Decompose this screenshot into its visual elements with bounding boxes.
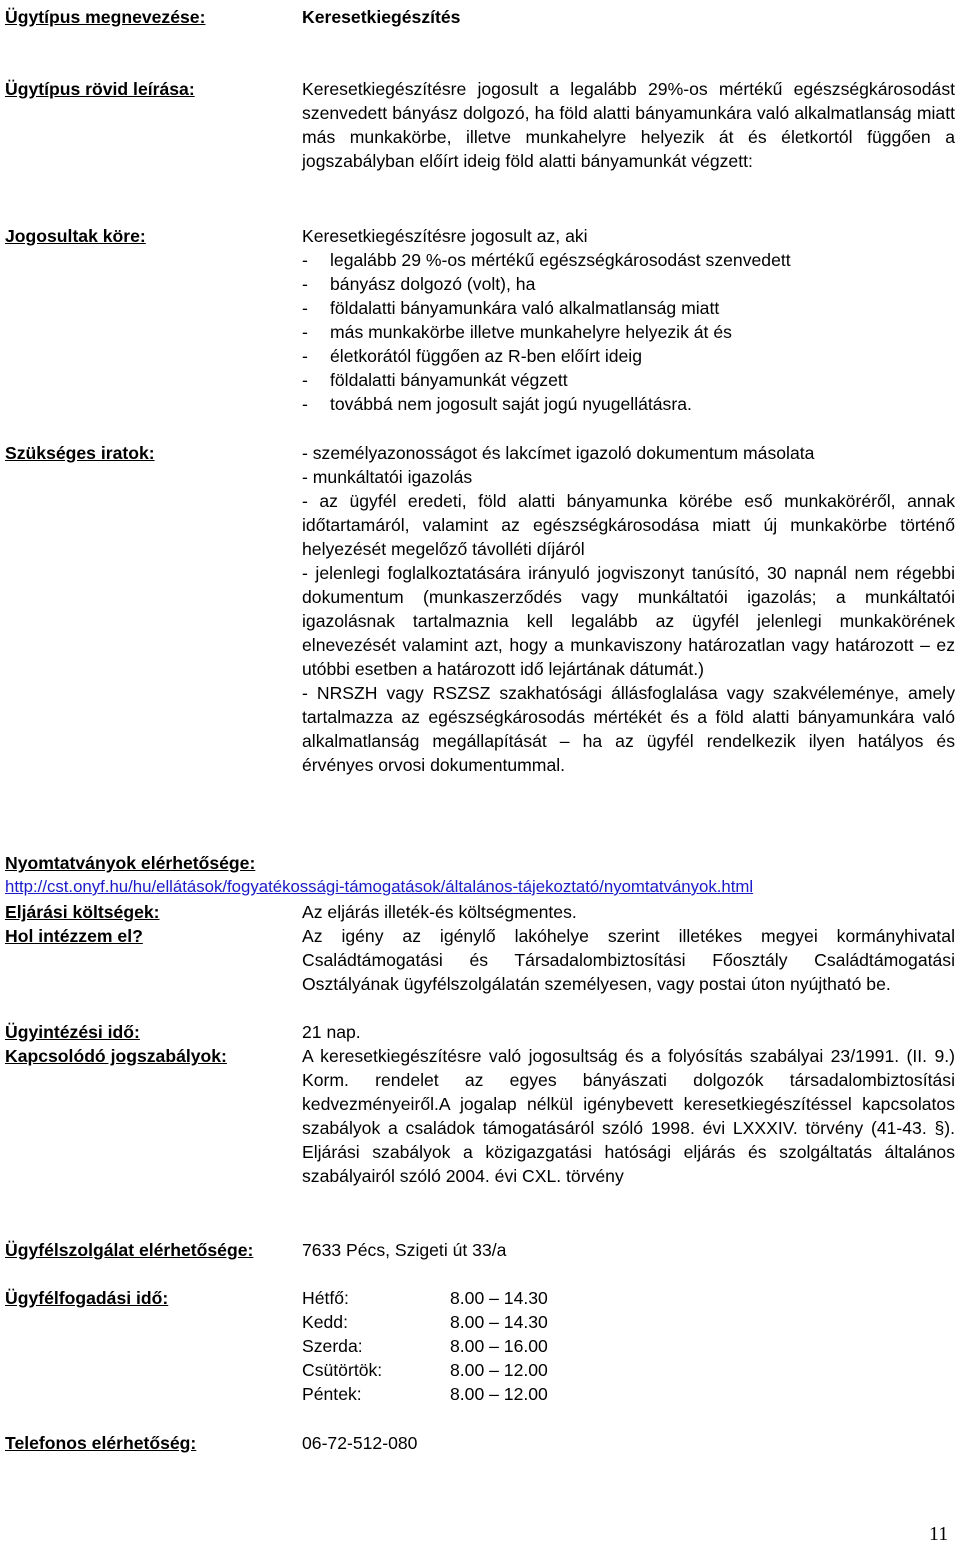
table-row [302, 1286, 548, 1310]
where-text: Az igény az igénylő lakóhelye szerint illetékes megyei kormányhivatal Családtámogatási és Társadalombiztosítási Főosztály Családtámogatási Osztályának ügyfélszolgálatán személyesen, vagy postai úton nyújtható be. [302, 926, 955, 994]
eligible-intro: Keresetkiegészítésre jogosult az, aki [302, 226, 588, 246]
hours-day: Szerda: [302, 1336, 363, 1356]
table-row [302, 1310, 548, 1334]
hours-label: Ügyfélfogadási idő: [5, 1288, 169, 1308]
list-item: - az ügyfél eredeti, föld alatti bányamunka körébe eső munkaköréről, annak időtartamáról, valamint az egészségkárosodása miatt új munkakörbe történő helyezését megelőző távolléti díjáról [302, 491, 955, 559]
table-row [302, 1358, 548, 1382]
where-label: Hol intézzem el? [5, 926, 143, 946]
hours-day: Péntek: [302, 1384, 362, 1404]
list-item: - NRSZH vagy RSZSZ szakhatósági állásfoglalása vagy szakvéleménye, amely tartalmazza az egészségkárosodás mértékét és a föld alatti bányamunkára való alkalmatlanság megállapítását – ha az ügyfél rendelkezik ilyen hatályos és érvényes orvosi dokumentummal. [302, 683, 955, 775]
list-item: - földalatti bányamunkára való alkalmatlanság miatt [302, 298, 720, 318]
list-item: - legalább 29 %-os mértékű egészségkárosodást szenvedett [302, 250, 791, 270]
hours-day: Hétfő: [302, 1288, 349, 1308]
hours-time: 8.00 – 12.00 [450, 1384, 548, 1404]
short-desc-text: Keresetkiegészítésre jogosult a legalább 29%-os mértékű egészségkárosodást szenvedett bányász dolgozó, ha föld alatti bányamunkára való alkalmatlanság miatt más munkakörbe, illetve munkahelyre helyezik át és életkortól függően a jogszabályban előírt ideig föld alatti bányamunkát végzett: [302, 79, 955, 171]
hours-table [302, 1286, 548, 1406]
documents-label: Szükséges iratok: [5, 443, 155, 463]
hours-time: 8.00 – 12.00 [450, 1360, 548, 1380]
list-item: - továbbá nem jogosult saját jogú nyugellátásra. [302, 394, 692, 414]
office-label: Ügyfélszolgálat elérhetősége: [5, 1240, 254, 1260]
list-item: - személyazonosságot és lakcímet igazoló dokumentum másolata [302, 443, 815, 463]
list-item: - életkorától függően az R-ben előírt ideig [302, 346, 642, 366]
eligible-label: Jogosultak köre: [5, 226, 146, 246]
office-address: 7633 Pécs, Szigeti út 33/a [302, 1240, 507, 1260]
table-row [302, 1382, 548, 1406]
forms-label: Nyomtatványok elérhetősége: [5, 853, 256, 873]
list-item: - földalatti bányamunkát végzett [302, 370, 568, 390]
costs-label: Eljárási költségek: [5, 902, 160, 922]
phone-value: 06-72-512-080 [302, 1433, 418, 1453]
admin-time-label: Ügyintézési idő: [5, 1022, 140, 1042]
type-label: Ügytípus megnevezése: [5, 7, 206, 27]
laws-text: A keresetkiegészítésre való jogosultság és a folyósítás szabályai 23/1991. (II. 9.) Korm. rendelet az egyes bányászati dolgozók társadalombiztosítási kedvezményeiről.A jogalap nélkül igénybevett keresetkiegészítéssel kapcsolatos szabályok a családok támogatásáról szóló 1998. évi LXXXIV. törvény (41-43. §). Eljárási szabályok a közigazgatási hatósági eljárás és szolgáltatás általános szabályairól szóló 2004. évi CXL. törvény [302, 1046, 955, 1186]
table-row [302, 1334, 548, 1358]
hours-day: Csütörtök: [302, 1360, 383, 1380]
list-item: - más munkakörbe illetve munkahelyre helyezik át és [302, 322, 732, 342]
hours-time: 8.00 – 14.30 [450, 1312, 548, 1332]
hours-time: 8.00 – 14.30 [450, 1288, 548, 1308]
costs-value: Az eljárás illeték-és költségmentes. [302, 902, 577, 922]
list-item: - bányász dolgozó (volt), ha [302, 274, 536, 294]
phone-label: Telefonos elérhetőség: [5, 1433, 197, 1453]
short-desc-label: Ügytípus rövid leírása: [5, 79, 195, 99]
laws-label: Kapcsolódó jogszabályok: [5, 1046, 227, 1066]
documents-list [302, 441, 955, 777]
hours-day: Kedd: [302, 1312, 348, 1332]
admin-time-value: 21 nap. [302, 1022, 361, 1042]
hours-time: 8.00 – 16.00 [450, 1336, 548, 1356]
page-number: 11 [929, 1523, 949, 1545]
list-item: - munkáltatói igazolás [302, 467, 473, 487]
type-value: Keresetkiegészítés [302, 7, 461, 27]
eligible-list [302, 224, 955, 416]
forms-link[interactable]: http://cst.onyf.hu/hu/ellátások/fogyatékossági-támogatások/általános-tájekoztató/nyomtatványok.html [5, 877, 754, 896]
list-item: - jelenlegi foglalkoztatására irányuló jogviszonyt tanúsító, 30 napnál nem régebbi dokumentum (munkaszerződés vagy munkáltatói igazolás; a munkáltatói igazolásnak tartalmaznia kell legalább az ügyfél jelenlegi munkakörének elnevezését valamint azt, hogy a munkaviszony határozatlan vagy határozott – ez utóbbi esetben a határozott idő lejártának dátumát.) [302, 563, 955, 679]
